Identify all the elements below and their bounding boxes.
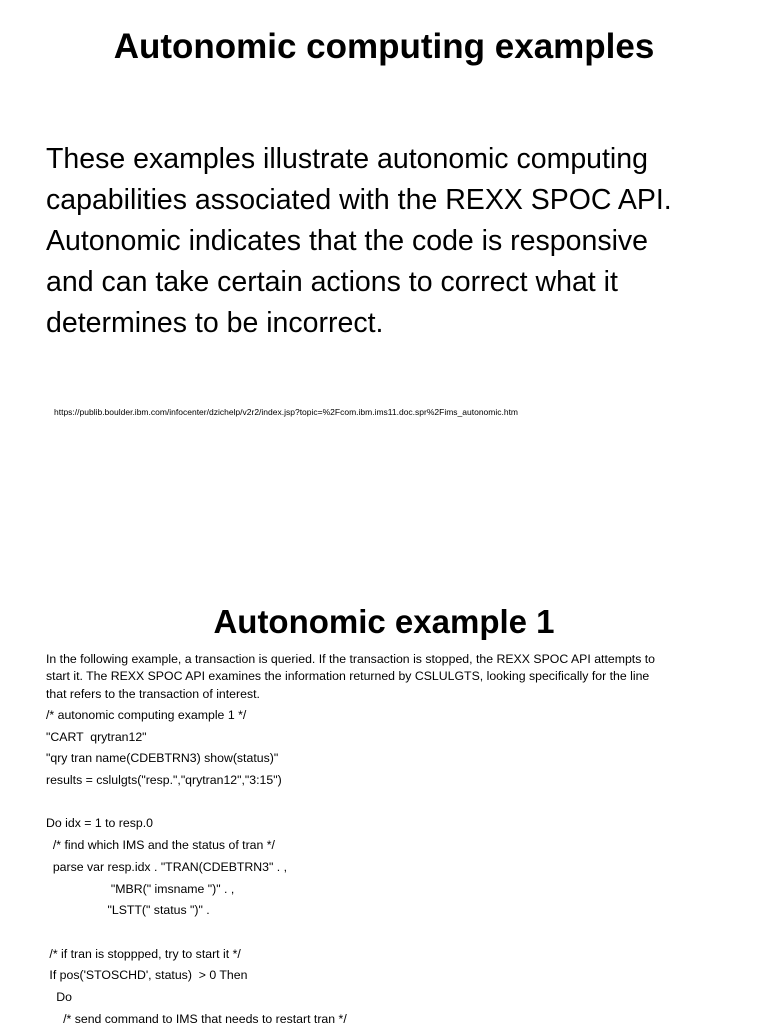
code-line: /* find which IMS and the status of tran */ xyxy=(46,838,275,853)
code-line: /* send command to IMS that needs to restart tran */ xyxy=(46,1011,347,1026)
slide-autonomic-example-1 xyxy=(0,586,768,1024)
body-line: and can take certain actions to correct what it xyxy=(46,266,618,298)
slide-body-text xyxy=(46,139,746,344)
code-line: "LSTT(" status ")" . xyxy=(46,903,210,918)
code-line: Do idx = 1 to resp.0 xyxy=(46,816,153,831)
body-line: determines to be incorrect. xyxy=(46,307,384,339)
body-line: Autonomic indicates that the code is responsive xyxy=(46,225,649,257)
code-line: parse var resp.idx . "TRAN(CDEBTRN3" . , xyxy=(46,859,288,874)
intro-line: In the following example, a transaction is queried. If the transaction is stopped, the REXX SPOC API attempts to xyxy=(46,652,656,666)
reference-url[interactable]: https://publib.boulder.ibm.com/infocenter/dzichelp/v2r2/index.jsp?topic=%2Fcom.ibm.ims11.doc.spr%2Fims_autonomic.htm xyxy=(54,407,519,417)
intro-paragraph xyxy=(46,651,746,703)
code-line xyxy=(46,792,746,814)
code-listing xyxy=(46,705,746,1030)
code-line: /* autonomic computing example 1 */ xyxy=(46,708,247,722)
body-line: These examples illustrate autonomic computing xyxy=(46,143,648,175)
intro-line: that refers to the transaction of interest. xyxy=(46,686,260,701)
slide-title: Autonomic example 1 xyxy=(213,603,555,640)
code-line: /* if tran is stoppped, try to start it */ xyxy=(46,946,241,961)
code-line: If pos('STOSCHD', status) > 0 Then xyxy=(46,968,248,983)
slide-title: Autonomic computing examples xyxy=(113,27,655,66)
code-line: "MBR(" imsname ")" . , xyxy=(46,881,235,896)
body-line: capabilities associated with the REXX SPOC API. xyxy=(46,184,672,216)
code-line: "qry tran name(CDEBTRN3) show(status)" xyxy=(46,751,279,766)
code-line: results = cslulgts("resp.","qrytran12","3:15") xyxy=(46,773,282,788)
code-line: Do xyxy=(46,989,72,1004)
code-line: "CART qrytran12" xyxy=(46,729,147,744)
code-line xyxy=(46,922,746,944)
intro-line: start it. The REXX SPOC API examines the information returned by CSLULGTS, looking specifically for the line xyxy=(46,669,650,684)
